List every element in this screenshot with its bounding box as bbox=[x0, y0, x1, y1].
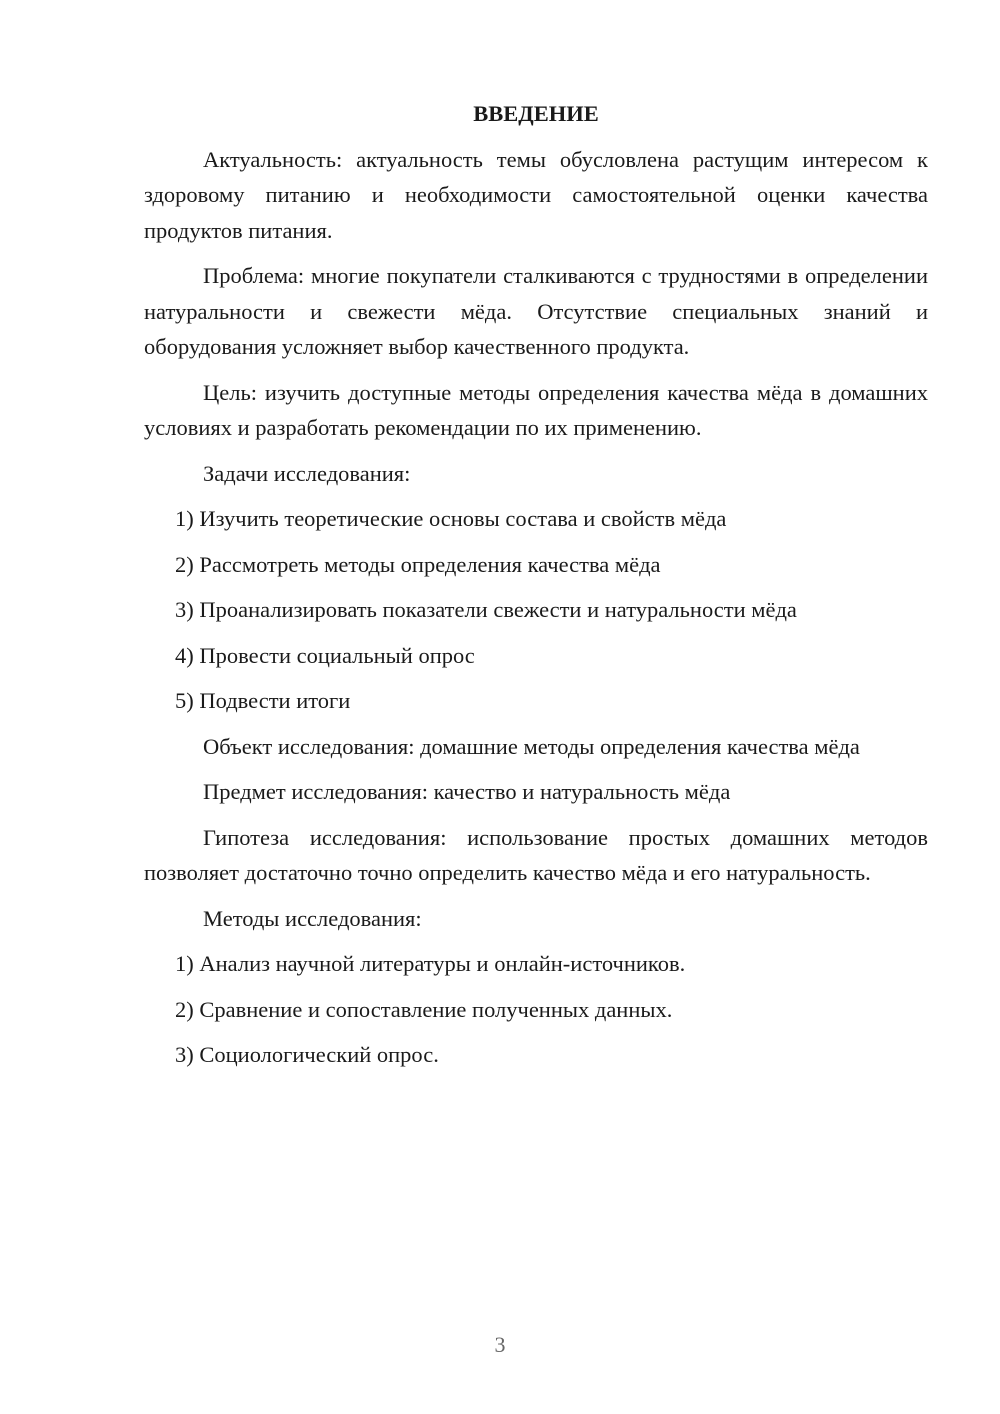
object-paragraph: Объект исследования: домашние методы определения качества мёда bbox=[203, 733, 860, 759]
section-title: ВВЕДЕНИЕ bbox=[473, 101, 599, 126]
tasks-heading: Задачи исследования: bbox=[203, 460, 411, 486]
methods-heading: Методы исследования: bbox=[203, 905, 422, 931]
tasks-list bbox=[144, 501, 928, 719]
subject-paragraph: Предмет исследования: качество и натуральность мёда bbox=[203, 779, 731, 804]
hypothesis-paragraph: Гипотеза исследования: использование простых домашних методов позволяет достаточно точно определить качество мёда и его натуральность. bbox=[144, 824, 928, 885]
list-item: 5) Подвести итоги bbox=[175, 688, 351, 713]
list-item: 2) Сравнение и сопоставление полученных данных. bbox=[175, 996, 673, 1022]
relevance-paragraph: Актуальность: актуальность темы обусловлена растущим интересом к здоровому питанию и необходимости самостоятельной оценки качества продуктов питания. bbox=[144, 146, 928, 243]
list-item: 3) Проанализировать показатели свежести и натуральности мёда bbox=[175, 597, 797, 622]
list-item: 4) Провести социальный опрос bbox=[175, 642, 475, 668]
list-item: 1) Анализ научной литературы и онлайн-источников. bbox=[175, 951, 686, 976]
methods-list bbox=[144, 946, 928, 1073]
problem-paragraph: Проблема: многие покупатели сталкиваются с трудностями в определении натуральности и свежести мёда. Отсутствие специальных знаний и оборудования усложняет выбор качественного продукта. bbox=[144, 263, 928, 359]
page-number: 3 bbox=[494, 1332, 506, 1357]
page-content bbox=[144, 96, 928, 1073]
list-item: 2) Рассмотреть методы определения качества мёда bbox=[175, 551, 661, 577]
list-item: 1) Изучить теоретические основы состава и свойств мёда bbox=[175, 506, 727, 531]
goal-paragraph: Цель: изучить доступные методы определения качества мёда в домашних условиях и разработать рекомендации по их применению. bbox=[144, 379, 928, 440]
list-item: 3) Социологический опрос. bbox=[175, 1042, 439, 1067]
